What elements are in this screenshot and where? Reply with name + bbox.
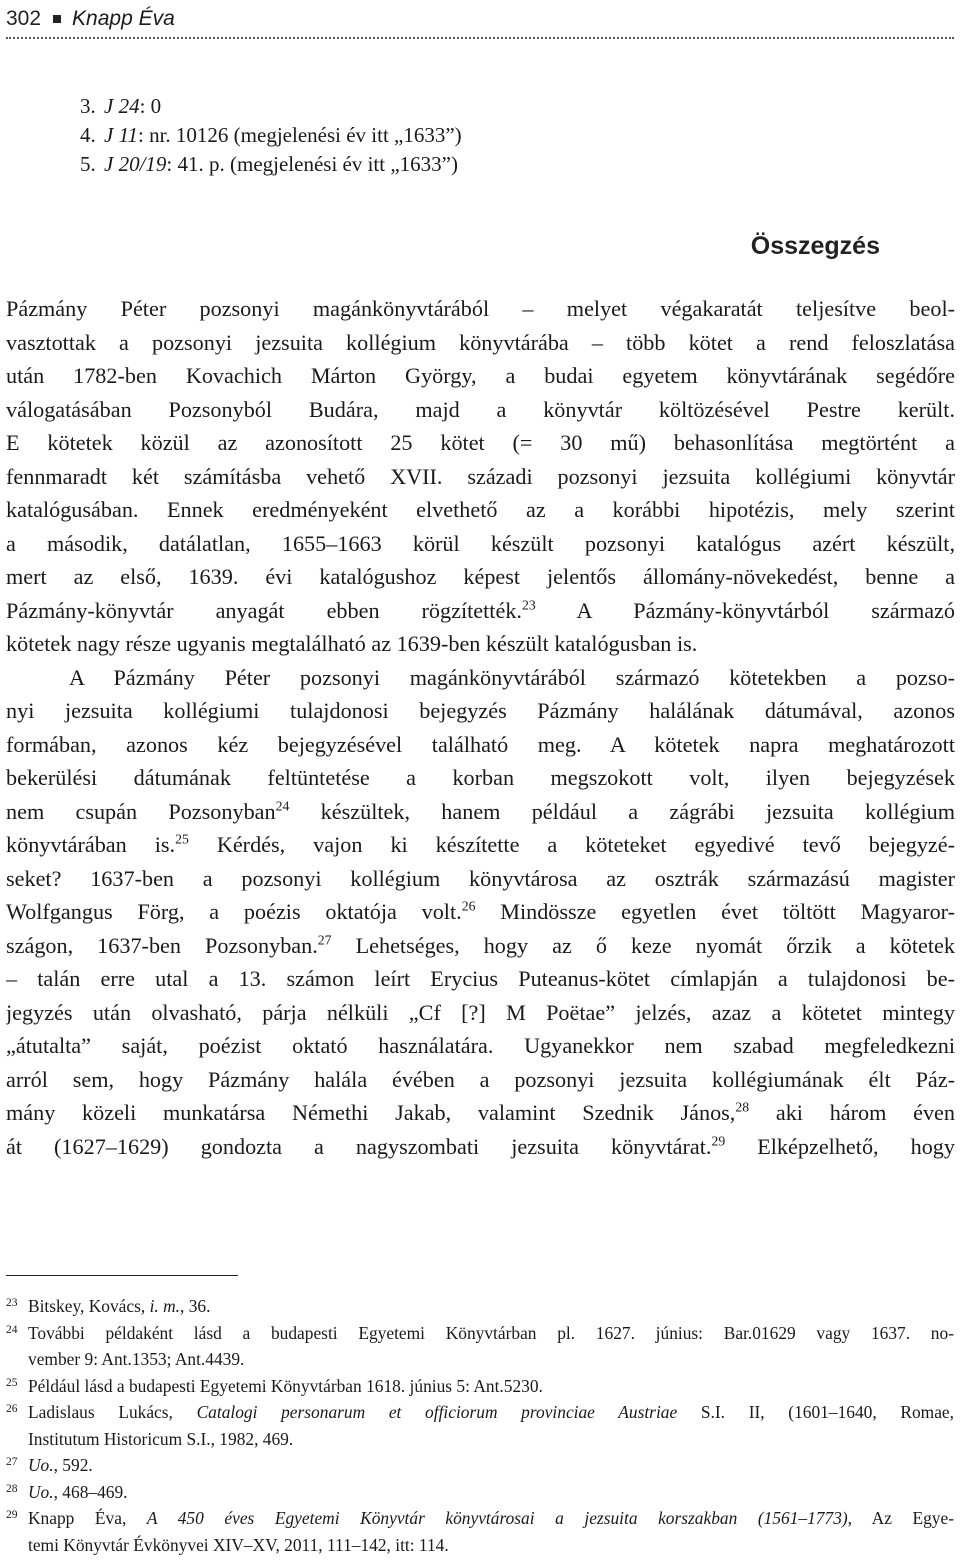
reference-item: [80, 121, 462, 150]
footnote-author: Bitskey, Kovács,: [28, 1296, 146, 1316]
footnote-title: Uo.: [28, 1481, 54, 1502]
footnote-number: 29: [6, 1509, 18, 1521]
footnote-separator: [6, 1275, 238, 1276]
footnote-title: Catalogi personarum et officiorum provinciae Austriae: [196, 1402, 678, 1422]
reference-code: J 24: [104, 94, 140, 118]
body-line-text: szágon, 1637-ben Pozsonyban.: [6, 932, 318, 958]
body-line: válogatásában Pozsonyból Budára, majd a könyvtár költözésével Pestre került.: [6, 396, 955, 422]
body-line: [6, 1130, 955, 1164]
footnote-line: [28, 1293, 954, 1320]
body-line: jegyzés után olvasható, párja nélküli „Cf [?] M Poëtae” jelzés, azaz a kötetet mintegy: [6, 999, 955, 1025]
footnote-line: További példaként lásd a budapesti Egyetemi Könyvtárban pl. 1627. június: Bar.01629 vagy 1637. no-: [28, 1322, 954, 1343]
body-line-text: Pázmány-könyvtár anyagát ebben rögzítették.: [6, 597, 522, 623]
reference-item: [80, 150, 462, 179]
reference-code: J 20/19: [104, 152, 167, 176]
body-line-text: Wolfgangus Förg, a poézis oktatója volt.: [6, 899, 462, 924]
reference-list: [80, 92, 462, 179]
footnote-number: 26: [6, 1403, 18, 1415]
reference-number: 5.: [80, 152, 96, 176]
footnote-number: 23: [6, 1297, 18, 1309]
body-line-text: könyvtárában is.: [6, 832, 176, 857]
header-dotted-rule: [6, 37, 954, 39]
reference-text: : 0: [139, 94, 162, 118]
body-line-text: Kérdés, vajon ki készítette a köteteket egyedivé tevő bejegyzé-: [216, 832, 955, 857]
section-title: Összegzés: [750, 232, 880, 260]
body-line: „átutalta” saját, poézist oktató használatára. Ugyanekkor nem szabad megfeledkezni: [6, 1033, 955, 1058]
footnote-ref[interactable]: 28: [735, 1099, 750, 1115]
reference-number: 4.: [80, 123, 96, 147]
footnote-title: i. m.: [149, 1296, 181, 1316]
body-line: seket? 1637-ben a pozsonyi kollégium könyvtárosa az osztrák származású magister: [6, 865, 955, 891]
reference-text: : nr. 10126 (megjelenési év itt „1633”): [138, 123, 462, 147]
body-line: a második, datálatlan, 1655–1663 körül készült pozsonyi katalógus azért készült,: [6, 530, 955, 556]
footnote-number: 25: [6, 1376, 18, 1389]
footnote-ref[interactable]: 23: [521, 596, 536, 612]
footnote-ref[interactable]: 27: [317, 931, 332, 947]
body-line: [6, 929, 955, 963]
footnote-25: [6, 1373, 954, 1400]
body-line-text: nem csupán Pozsonyban: [6, 798, 276, 824]
footnote-line: [28, 1505, 954, 1532]
footnote-27: [6, 1452, 954, 1479]
footnote-line: vember 9: Ant.1353; Ant.4439.: [28, 1349, 245, 1369]
footnote-title: A 450 éves Egyetemi Könyvtár könyvtárosai a jezsuita korszakban (1561–1773): [146, 1508, 848, 1528]
body-line: A Pázmány Péter pozsonyi magánkönyvtárából származó kötetekben a pozso-: [69, 664, 955, 690]
body-line: vasztottak a pozsonyi jezsuita kollégium könyvtárába – több kötet a rend feloszlatása: [6, 329, 955, 355]
body-line: – talán erre utal a 13. számon leírt Erycius Puteanus-kötet címlapján a tulajdonosi be-: [6, 966, 955, 991]
footnote-line: [28, 1479, 954, 1506]
body-line: bekerülési dátumának feltüntetése a korban megszokott volt, ilyen bejegyzések: [6, 765, 955, 790]
footnote-text: , Az Egye-: [847, 1508, 954, 1528]
reference-text: : 41. p. (megjelenési év itt „1633”): [166, 152, 458, 176]
footnote-title: Uo.: [28, 1455, 54, 1475]
footnote-ref[interactable]: 25: [175, 831, 189, 847]
footnote-text: S.I. II, (1601–1640, Romae,: [700, 1402, 954, 1422]
body-line: [6, 795, 955, 829]
footnote-line: Institutum Historicum S.I., 1982, 469.: [28, 1428, 294, 1449]
footnote-ref[interactable]: 26: [461, 898, 476, 914]
reference-item: [80, 92, 462, 121]
footnote-26: [6, 1399, 954, 1452]
footnote-text: , 36.: [180, 1296, 211, 1316]
footnote-number: 28: [6, 1482, 18, 1495]
footnote-line: temi Könyvtár Évkönyvei XIV–XV, 2011, 111–142, itt: 114.: [28, 1534, 449, 1555]
body-line: nyi jezsuita kollégiumi tulajdonosi bejegyzés Pázmány halálának dátumával, azonos: [6, 698, 955, 723]
running-head: [6, 2, 954, 36]
body-line: arról sem, hogy Pázmány halála évében a pozsonyi jezsuita kollégiumának élt Páz-: [6, 1066, 955, 1092]
footnote-28: [6, 1479, 954, 1506]
body-line: [6, 828, 955, 862]
footnote-text: , 592.: [53, 1455, 93, 1475]
footnote-23: [6, 1293, 954, 1320]
body-line-text: Lehetséges, hogy az ő keze nyomát őrzik a kötetek: [355, 932, 955, 958]
footnote-line: Például lásd a budapesti Egyetemi Könyvtárban 1618. június 5: Ant.5230.: [28, 1375, 543, 1396]
body-line: E kötetek közül az azonosított 25 kötet (= 30 mű) behasonlítása megtörtént a: [6, 430, 955, 455]
footnote-number: 27: [6, 1456, 18, 1468]
footnote-29: [6, 1505, 954, 1558]
body-line: katalógusában. Ennek eredményeként elvethető az a korábbi hipotézis, mely szerint: [6, 497, 955, 522]
footnotes: [6, 1293, 954, 1558]
footnote-ref[interactable]: 24: [275, 797, 290, 813]
body-line: formában, azonos kéz bejegyzésével található meg. A kötetek napra meghatározott: [6, 731, 955, 757]
body-line: után 1782-ben Kovachich Márton György, a budai egyetem könyvtárának segédőre: [6, 363, 955, 388]
body-line: mert az első, 1639. évi katalógushoz képest jelentős állomány-növekedést, benne a: [6, 564, 955, 589]
square-bullet-icon: [53, 15, 61, 23]
body-line: Pázmány Péter pozsonyi magánkönyvtárából – melyet végakaratát teljesítve beol-: [6, 296, 955, 321]
footnote-ref[interactable]: 29: [711, 1132, 726, 1148]
footnote-author: Ladislaus Lukács,: [28, 1402, 173, 1422]
body-line: [6, 895, 955, 929]
footnote-author: Knapp Éva,: [28, 1508, 127, 1528]
body-line-text: Elképzelhető, hogy: [757, 1133, 955, 1159]
body-line-text: át (1627–1629) gondozta a nagyszombati jezsuita könyvtárat.: [6, 1133, 712, 1159]
body-text: [6, 292, 955, 1163]
page-number: 302: [6, 7, 42, 30]
body-line: [6, 594, 955, 628]
reference-number: 3.: [80, 94, 96, 118]
body-line-text: mány közeli munkatársa Némethi Jakab, valamint Szednik János,: [6, 1100, 736, 1125]
body-line-text: készültek, hanem például a zágrábi jezsuita kollégium: [320, 798, 955, 824]
body-line-text: aki három éven: [775, 1100, 955, 1125]
footnote-24: [6, 1320, 954, 1373]
footnote-text: , 468–469.: [53, 1481, 128, 1502]
body-line: kötetek nagy része ugyanis megtalálható az 1639-ben készült katalógusban is.: [6, 631, 698, 656]
body-line-text: Mindössze egyetlen évet töltött Magyaror-: [500, 899, 955, 924]
footnote-number: 24: [6, 1323, 18, 1336]
reference-code: J 11: [104, 123, 139, 147]
footnote-line: [28, 1452, 954, 1479]
footnote-line: [28, 1399, 954, 1426]
body-line: fennmaradt két számításba vehető XVII. századi pozsonyi jezsuita kollégiumi könyvtár: [6, 463, 955, 489]
running-head-author: Knapp Éva: [72, 7, 175, 30]
body-line: [6, 1096, 955, 1130]
body-line-text: A Pázmány-könyvtárból származó: [576, 597, 955, 623]
